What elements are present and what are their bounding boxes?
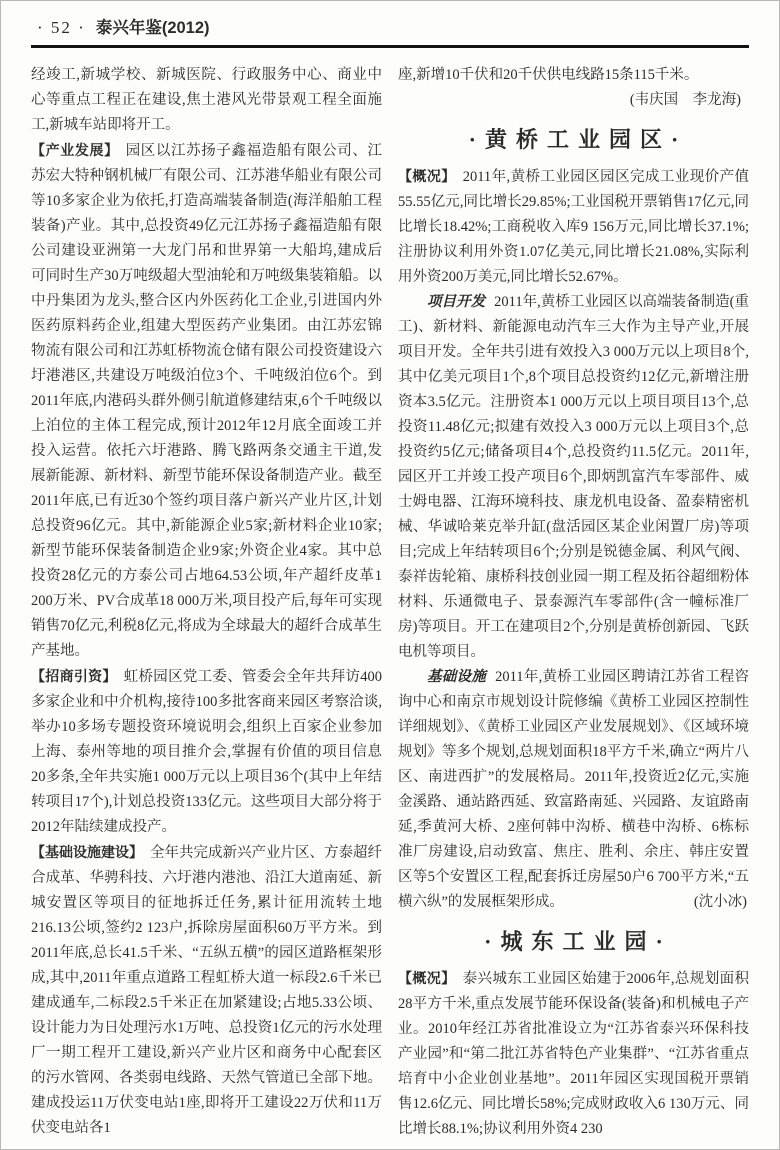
byline-author-shen: (沈小冰) (693, 894, 747, 910)
section-industry-development (31, 138, 382, 664)
section-investment-attraction (31, 664, 382, 840)
section-text-industry: 园区以江苏扬子鑫福造船有限公司、江苏宏大特种钢机械厂有限公司、江苏港华船业有限公司等10多家企业为依托,打造高端装备制造(海洋船舶工程装备)产业。其中,总投资49亿元江苏扬子鑫福造船有限公司建设亚洲第一大龙门吊和世界第一大船坞,建成后可同时生产30万吨级超大型油轮和万吨级集装箱船。以中丹集团为龙头,整合区内外医药化工企业,引进国内外医药原料药企业,组建大型医药产业集团。由江苏宏锦物流有限公司和江苏虹桥物流仓储有限公司投资建设六圩港港区,共建设万吨级泊位3个、千吨级泊位6个。到2011年底,内港码头群外侧引航道修建结束,6个千吨级以上泊位的主体工程完成,预计2012年12月底全面竣工并投入运营。依托六圩港路、腾飞路两条交通主干道,发展新能源、新材料、新型节能环保设备制造产业。截至2011年底,已有近30个签约项目落户新兴产业片区,计划总投资96亿元。其中,新能源企业5家;新材料企业10家;新型节能环保装备制造企业9家;外资企业4家。其中总投资28亿元的方泰公司占地64.53公顷,年产超纤皮革1 200万米、PV合成革18 000万米,项目投产后,每年可实现销售70亿元,利税8亿元,将成为全球最大的超纤合成革生产基地。 (31, 143, 383, 659)
section-text-investment: 虹桥园区党工委、管委会全年共拜访400多家企业和中介机构,接待100多批客商来园区考察洽谈,举办10多场专题投资环境说明会,组织上百家企业参加上海、泰州等地的项目推介会,掌握有价值的项目信息20多条,全年共实施1 000万元以上项目36个(其中上年结转项目17个),计划总投资133亿元。这些项目大部分将于2012年陆续建成投产。 (31, 669, 383, 835)
continuation-paragraph-right: 座,新增10千伏和20千伏供电线路15条115千米。 (398, 67, 699, 83)
section-overview-chengdong (398, 966, 749, 1142)
subsection-label-infrastructure: 基础设施 (427, 669, 487, 685)
section-label-industry: 【产业发展】 (31, 142, 119, 158)
heading-huangqiao-industrial-park: ·黄桥工业园区· (468, 127, 688, 152)
subsection-text-project-development: 2011年,黄桥工业园区以高端装备制造(重工)、新材料、新能源电动汽车三大作为主导产业,开展项目开发。全年共引进有效投入3 000万元以上项目8个,其中亿美元项目1个,8个项目总投资约12亿元,新增注册资本3.5亿元。注册资本1 000万元以上项目项目13个,总投资11.48亿元;拟建有效投入3 000万元以上项目3个,总投资约5亿元;储备项目4个,总投资约11.5亿元。2011年,园区开工并竣工投产项目6个,即炳凯富汽车零部件、威士姆电器、江海环境科技、康龙机电设备、盈泰精密机械、华诚哈莱克举升缸(盘活园区某企业闲置厂房)等项目;完成上年结转项目6个;分别是锐德金属、利风气阀、泰祥齿轮箱、康桥科技创业园一期工程及拓谷超细粉体材料、乐通微电子、景泰源汽车零部件(含一幢标准厂房)等项目。开工在建项目2个,分别是黄桥创新园、飞跃电机等项目。 (398, 294, 750, 660)
section-label-infrastructure: 【基础设施建设】 (31, 844, 143, 860)
subsection-text-infrastructure: 2011年,黄桥工业园区聘请江苏省工程咨询中心和南京市规划设计院修编《黄桥工业园区控制性详细规划》、《黄桥工业园区产业发展规划》、《区域环境规划》等多个规划,总规划面积18平方千米,确立“两片八区、南进西扩”的发展格局。2011年,投资近2亿元,实施金溪路、通站路西延、致富路南延、兴园路、友谊路南延,季黄河大桥、2座何韩中沟桥、横巷中沟桥、6栋标准厂房建设,启动致富、焦庄、胜利、余庄、韩庄安置区等5个安置区工程,配套拆迁房屋50户6 700平方米,“五横六纵”的发展框架形成。 (398, 669, 750, 910)
section-infrastructure-construction (31, 840, 382, 1141)
section-text-overview-chengdong: 泰兴城东工业园区始建于2006年,总规划面积28平方千米,重点发展节能环保设备(装备)和机械电子产业。2010年经江苏省批准设立为“江苏省泰兴环保科技产业园”和“第二批江苏省特色产业集群”、“江苏省重点培育中小企业创业基地”。2011年园区实现国税开票销售12.6亿元、同比增长58%;完成财政收入6 130万元、同比增长88.1%;协议利用外资4 230 (398, 971, 750, 1137)
page-number: · 52 · (37, 18, 86, 37)
section-label-investment: 【招商引资】 (31, 668, 117, 684)
section-text-overview-huangqiao: 2011年,黄桥工业园区园区完成工业现价产值55.55亿元,同比增长29.85%;工业国税开票销售17亿元,同比增长18.42%;工商税收入库9 156万元,同比增长37.1%;注册协议利用外资1.07亿美元,同比增长21.08%,实际利用外资200万美元,同比增长52.67%。 (398, 169, 750, 285)
journal-title: 泰兴年鉴(2012) (95, 19, 210, 37)
subsection-project-development (398, 290, 749, 665)
right-column (398, 63, 749, 1142)
section-label-overview-huangqiao: 【概况】 (398, 168, 456, 184)
header-rule (31, 45, 749, 48)
section-text-infrastructure: 全年共完成新兴产业片区、方泰超纤合成革、华骋科技、六圩港内港池、沿江大道南延、新城安置区等项目的征地拆迁任务,累计征用流转土地216.13公顷,签约2 123户,拆除房屋面积60万平方米。到2011年底,总长41.5千米、“五纵五横”的园区道路框架形成,其中,2011年重点道路工程虹桥大道一标段2.6千米已建成通车,二标段2.5千米正在加紧建设;占地5.33公顷、设计能力为日处理污水1万吨、总投资1亿元的污水处理厂一期工程开工建设,新兴产业片区和商务中心配套区的污水管网、各类弱电线路、天然气管道已全部下地。建成投运11万伏变电站1座,即将开工建设22万伏和11万伏变电站各1 (31, 845, 382, 1136)
two-column-layout (31, 63, 749, 1142)
subsection-label-project-development: 项目开发 (427, 294, 486, 310)
page-header (31, 17, 749, 39)
section-label-overview-chengdong: 【概况】 (398, 970, 456, 986)
left-column (31, 63, 382, 1142)
section-overview-huangqiao (398, 164, 749, 290)
subsection-infrastructure (398, 665, 749, 915)
continuation-paragraph: 经竣工,新城学校、新城医院、行政服务中心、商业中心等重点工程正在建设,焦土港风光带景观工程全面施工,新城车站即将开工。 (31, 67, 382, 133)
heading-chengdong-industrial-park: ·城东工业园· (484, 929, 672, 954)
byline-authors: (韦庆国 李龙海) (629, 92, 741, 108)
